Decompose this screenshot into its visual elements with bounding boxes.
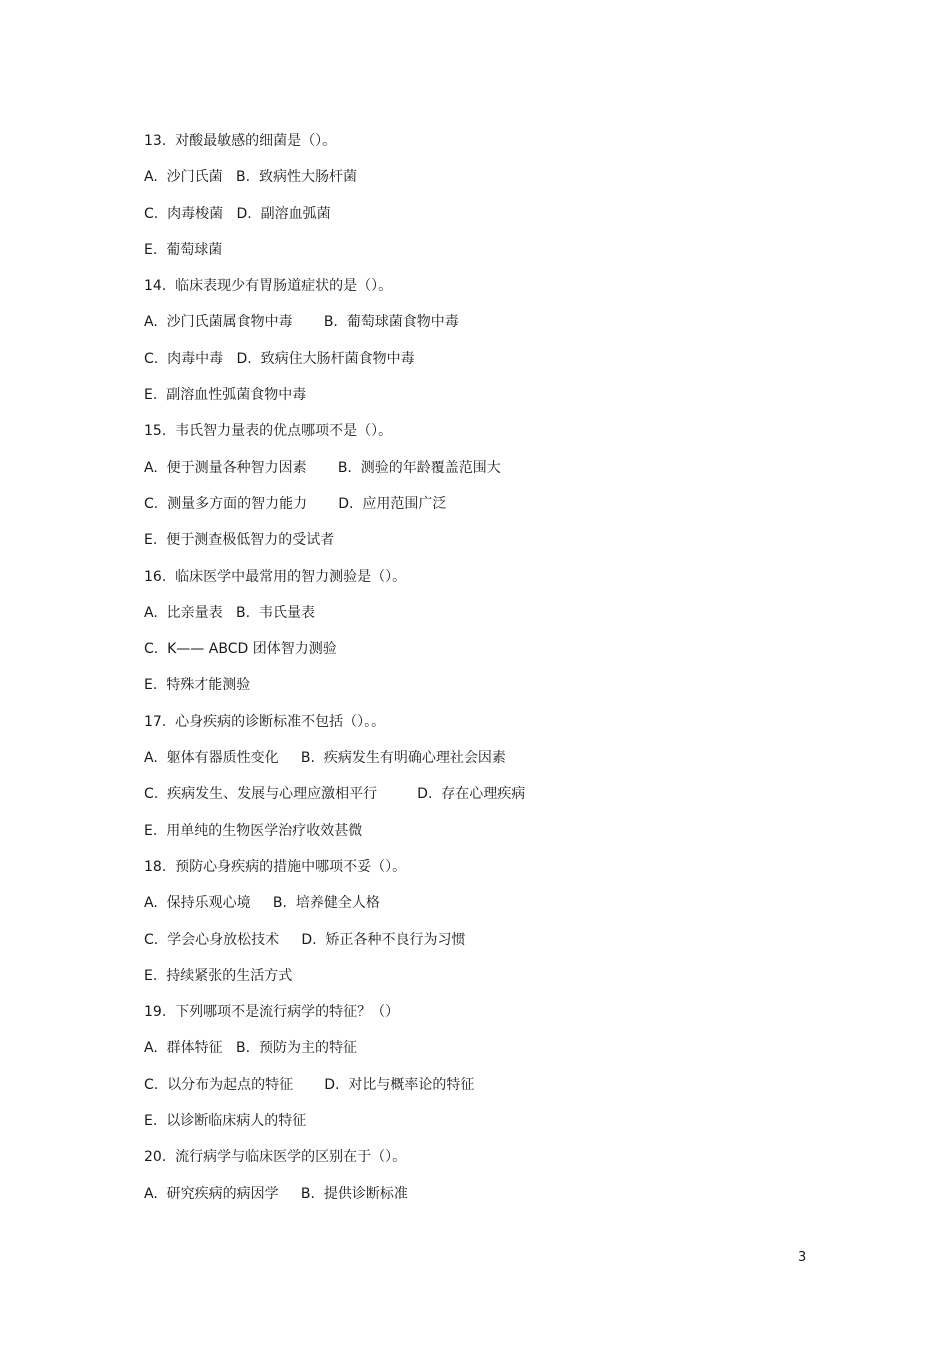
question-14-options-cd: C. 肉毒中毒 D. 致病住大肠杆菌食物中毒 [144,350,415,367]
question-15-options-ab: A. 便于测量各种智力因素 B. 测验的年龄覆盖范围大 [144,459,501,476]
question-14-option-e: E. 副溶血性弧菌食物中毒 [144,387,307,404]
question-16-stem: 16. 临床医学中最常用的智力测验是（）。 [144,568,407,585]
question-18-option-e: E. 持续紧张的生活方式 [144,967,293,984]
question-18-options-cd: C. 学会心身放松技术 D. 矫正各种不良行为习惯 [144,931,466,948]
question-14-stem: 14. 临床表现少有胃肠道症状的是（）。 [144,278,393,295]
question-19-stem: 19. 下列哪项不是流行病学的特征？（） [144,1004,400,1021]
question-19-option-e: E. 以诊断临床病人的特征 [144,1113,307,1130]
question-19-options-ab: A. 群体特征 B. 预防为主的特征 [144,1040,357,1057]
question-15-option-e: E. 便于测查极低智力的受试者 [144,532,335,549]
question-17-stem: 17. 心身疾病的诊断标准不包括（）。。 [144,713,386,730]
question-17-options-ab: A. 躯体有器质性变化 B. 疾病发生有明确心理社会因素 [144,750,506,767]
question-17-options-cd: C. 疾病发生、发展与心理应激相平行 D. 存在心理疾病 [144,786,526,803]
question-15-stem: 15. 韦氏智力量表的优点哪项不是（）。 [144,423,393,440]
question-15-options-cd: C. 测量多方面的智力能力 D. 应用范围广泛 [144,495,447,512]
question-14-options-ab: A. 沙门氏菌属食物中毒 B. 葡萄球菌食物中毒 [144,314,459,331]
question-16-options-ab: A. 比亲量表 B. 韦氏量表 [144,604,315,621]
question-20-options-ab: A. 研究疾病的病因学 B. 提供诊断标准 [144,1185,408,1202]
question-20-stem: 20. 流行病学与临床医学的区别在于（）。 [144,1149,407,1166]
question-19-options-cd: C. 以分布为起点的特征 D. 对比与概率论的特征 [144,1076,475,1093]
question-18-stem: 18. 预防心身疾病的措施中哪项不妥（）。 [144,858,407,875]
question-16-option-c: C. K—— ABCD 团体智力测验 [144,641,337,658]
question-13-option-e: E. 葡萄球菌 [144,241,223,258]
question-13-stem: 13. 对酸最敏感的细菌是（）。 [144,133,337,149]
question-list [144,129,844,1218]
page-number: 3 [798,1250,807,1265]
question-13-options-ab: A. 沙门氏菌 B. 致病性大肠杆菌 [144,169,357,186]
question-16-option-e: E. 特殊才能测验 [144,677,251,694]
question-18-options-ab: A. 保持乐观心境 B. 培养健全人格 [144,895,380,912]
question-17-option-e: E. 用单纯的生物医学治疗收效甚微 [144,822,363,839]
question-13-options-cd: C. 肉毒梭菌 D. 副溶血弧菌 [144,205,331,222]
